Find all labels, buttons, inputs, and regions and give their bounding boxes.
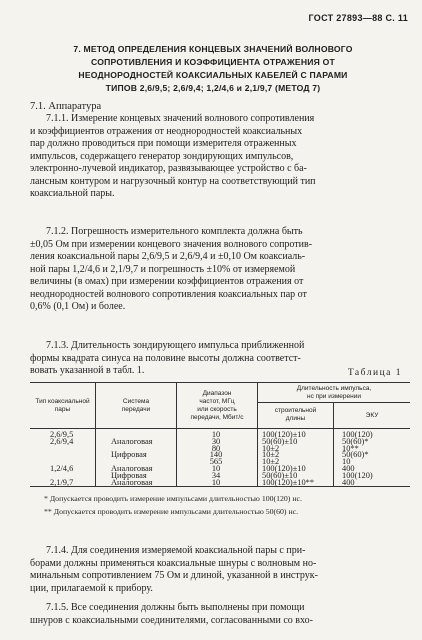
table-cell-building: 50(60)±10 <box>262 436 298 446</box>
paragraph-7-1-3 <box>30 340 402 378</box>
subsection-title: 7.1. Аппаратура <box>30 101 102 112</box>
text-line: борами должны применяться коаксиальные шнуры с волновым но- <box>30 557 317 569</box>
table-cell-building: 10±2 <box>262 457 280 467</box>
header-eku <box>334 412 410 420</box>
table-caption: Таблица 1 <box>347 368 402 378</box>
header-text: или скорость <box>197 406 237 413</box>
header-text: Длительность импульса, <box>296 385 372 392</box>
text-line: электронно-лучевой индикатор, развязывающее устройство с ба- <box>30 163 307 174</box>
table-cell-eku: 10 <box>342 457 351 467</box>
page-header: ГОСТ 27893—88 С. 11 <box>308 13 408 23</box>
text-line: импульсов, содержащего генератор зондирующих импульсов, <box>30 150 294 162</box>
paragraph-7-1-2 <box>30 226 402 314</box>
table-top-rule <box>30 382 410 383</box>
section-heading <box>22 43 404 95</box>
text-line: минальным сопротивлением 75 Ом и длиной, указанной в инструк- <box>30 570 318 581</box>
table-cell-range: 10 <box>211 430 221 439</box>
text-line: 7.1.2. Погрешность измерительного комплекта должна быть <box>46 226 303 237</box>
text-line: 7.1.1. Измерение концевых значений волнового сопротивления <box>46 113 315 124</box>
text-line: вовать указанной в табл. 1. <box>30 365 145 376</box>
table-cell-range: 10 <box>211 464 221 473</box>
text-line: и коэффициентов отражения от неоднородностей коаксиальных <box>30 125 303 137</box>
heading-line: СОПРОТИВЛЕНИЯ И КОЭФФИЦИЕНТА ОТРАЖЕНИЯ ОТ <box>91 57 335 67</box>
text-line: 7.1.3. Длительность зондирующего импульса приближенной <box>46 340 305 351</box>
header-text: передачи, Мбит/с <box>190 414 244 421</box>
header-text: ЭКУ <box>365 412 379 419</box>
header-range <box>177 390 257 422</box>
footnote: * Допускается проводить измерение импульсами длительностью 100(120) нс. <box>44 494 302 503</box>
table-cell-building: 50(60)±10 <box>262 470 298 480</box>
table-cell-building: 100(120)±10 <box>262 464 306 473</box>
header-text: Система <box>122 398 150 405</box>
table-header-rule <box>30 428 410 429</box>
table-cell-eku: 400 <box>342 464 355 473</box>
table-cell-eku: 50(60)* <box>342 436 369 446</box>
text-line: 7.1.4. Для соединения измеряемой коаксиальной пары с при- <box>46 545 306 556</box>
table-cell-building: 100(120)±10 <box>262 430 306 439</box>
table-cell-eku: 100(120) <box>342 430 373 439</box>
table-cell-building: 10±2 <box>262 443 280 453</box>
table-cell-eku: 100(120) <box>342 470 373 480</box>
table-cell-system: Цифровая <box>111 470 147 480</box>
footnote: ** Допускается проводить измерение импульсами длительностью 50(60) нс. <box>44 507 299 516</box>
text-line: 7.1.5. Все соединения должны быть выполнены при помощи <box>46 602 305 613</box>
table-cell-building: 100(120)±10** <box>262 477 315 487</box>
table-cell-range: 565 <box>209 457 223 467</box>
text-line: ления коаксиальной пары 2,6/9,5 и 2,6/9,4 и ±0,10 Ом коаксиаль- <box>30 251 306 262</box>
heading-line: 7. МЕТОД ОПРЕДЕЛЕНИЯ КОНЦЕВЫХ ЗНАЧЕНИЙ ВОЛНОВОГО <box>73 44 353 54</box>
header-text: строительной <box>274 407 317 414</box>
header-text: Диапазон <box>202 390 232 397</box>
table-cell-range: 34 <box>211 470 221 480</box>
header-system <box>96 398 176 414</box>
paragraph-7-1-5 <box>30 602 402 627</box>
heading-line: НЕОДНОРОДНОСТЕЙ КОАКСИАЛЬНЫХ КАБЕЛЕЙ С ПАРАМИ <box>78 70 348 80</box>
text-line: шнуров с коаксиальными соединителями, согласованными со вхо- <box>30 614 313 626</box>
table-cell-range: 30 <box>211 436 221 446</box>
table-cell-system: Аналоговая <box>111 477 153 487</box>
table-cell-building: 10±2 <box>262 450 280 460</box>
text-line: величины (в омах) при измерении коэффициентов отражения от <box>30 276 304 287</box>
table-cell-range: 10 <box>211 477 221 487</box>
table-cell-range: 80 <box>211 443 221 453</box>
text-line: формы квадрата синуса на половине высоты должна соответст- <box>30 352 301 364</box>
table-cell-system: Аналоговая <box>111 464 153 473</box>
table-cell-type: 2,6/9,4 <box>50 436 74 446</box>
header-building-length <box>258 407 333 423</box>
table-cell-system: Аналоговая <box>111 436 153 446</box>
text-line: пар должно проводиться при помощи измерителя отраженных <box>30 138 297 149</box>
paragraph-7-1-1 <box>30 113 402 201</box>
header-text: нс при измерении <box>307 393 361 400</box>
table-cell-eku: 50(60)* <box>342 450 369 460</box>
table-cell-range: 140 <box>209 450 223 460</box>
table-cell-type: 2,1/9,7 <box>50 477 74 487</box>
text-line: 0,6% (0,1 Ом) и более. <box>30 301 126 312</box>
table-cell-system: Цифровая <box>111 450 147 460</box>
text-line: лансным контуром и нагрузочный контур на соответствующий тип <box>30 175 316 187</box>
text-line: ции, прилагаемой к прибору. <box>30 582 153 594</box>
table-cell-eku: 10** <box>342 443 359 453</box>
header-duration <box>258 385 410 401</box>
header-coax-type <box>30 398 95 414</box>
table-cell-eku: 400 <box>342 477 355 487</box>
paragraph-7-1-4 <box>30 545 402 595</box>
heading-line: ТИПОВ 2,6/9,5; 2,6/9,4; 1,2/4,6 и 2,1/9,7 (МЕТОД 7) <box>105 83 321 93</box>
header-text: длины <box>285 415 306 422</box>
text-line: ной пары 1,2/4,6 и 2,1/9,7 и погрешность ±10% от измеряемой <box>30 263 296 275</box>
text-line: ±0,05 Ом при измерении концевого значения волнового сопротив- <box>30 238 313 250</box>
text-line: коаксиальной пары. <box>30 188 115 199</box>
text-line: неоднородностей волнового сопротивления коаксиальных пар от <box>30 288 307 300</box>
header-text: пары <box>54 406 71 413</box>
header-text: передачи <box>121 406 151 413</box>
header-text: частот, МГц <box>199 398 235 405</box>
header-text: Тип коаксиальной <box>35 398 90 405</box>
table-cell-type: 2,6/9,5 <box>50 430 74 439</box>
table-cell-type: 1,2/4,6 <box>50 464 74 473</box>
